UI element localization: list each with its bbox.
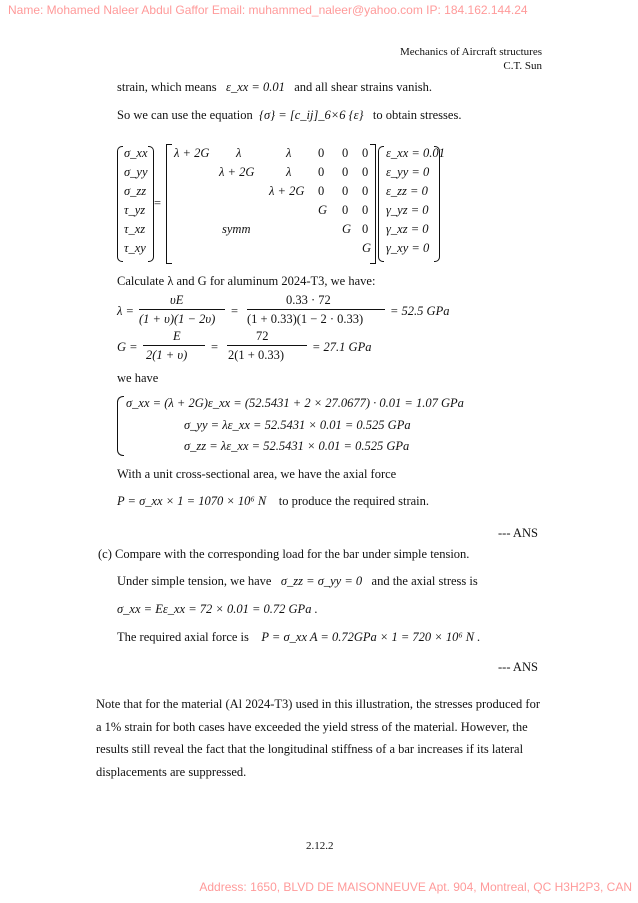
lambda-num1: υE bbox=[170, 293, 184, 307]
matrix-cell: G bbox=[342, 222, 352, 236]
matrix-cell: λ bbox=[286, 165, 292, 179]
we-have-label: we have bbox=[117, 371, 159, 385]
strain-line-pre: strain, which means bbox=[117, 80, 217, 94]
lhs-entry: τ_xy bbox=[124, 241, 146, 255]
lambda-result: = 52.5 GPa bbox=[390, 304, 450, 318]
g-eq-sign: = bbox=[211, 340, 219, 354]
watermark-top: Name: Mohamed Naleer Abdul Gaffor Email: muhammed_naleer@yahoo.com IP: 184.162.144.24 bbox=[8, 3, 528, 17]
lhs-entry: σ_zz bbox=[124, 184, 147, 198]
axial-intro: With a unit cross-sectional area, we have the axial force bbox=[117, 467, 397, 481]
g-den1: 2(1 + υ) bbox=[146, 348, 188, 362]
matrix-cell: symm bbox=[222, 222, 251, 236]
matrix-cell: 0 bbox=[362, 165, 369, 179]
axial-stress-eq: σ_xx = Eε_xx = 72 × 0.01 = 0.72 GPa . bbox=[117, 602, 318, 616]
rhs-entry: ε_xx = 0.01 bbox=[386, 146, 445, 160]
simple-tension-post: and the axial stress is bbox=[371, 574, 478, 588]
lambda-num2: 0.33 · 72 bbox=[286, 293, 331, 307]
g-den2: 2(1 + 0.33) bbox=[228, 348, 284, 362]
matrix-cell: 0 bbox=[342, 165, 349, 179]
g-fraction-line-1 bbox=[143, 345, 205, 346]
equals-sign: = bbox=[154, 196, 162, 210]
lhs-left-brace bbox=[117, 146, 123, 262]
header-author: C.T. Sun bbox=[503, 60, 542, 72]
equation-line-post: to obtain stresses. bbox=[372, 108, 462, 122]
lambda-lhs: λ = bbox=[117, 304, 134, 318]
g-result: = 27.1 GPa bbox=[312, 340, 372, 354]
simple-tension-pre: Under simple tension, we have bbox=[117, 574, 272, 588]
lhs-entry: τ_yz bbox=[124, 203, 146, 217]
rhs-entry: γ_xz = 0 bbox=[386, 222, 429, 236]
matrix-cell: 0 bbox=[318, 165, 325, 179]
rhs-entry: γ_xy = 0 bbox=[386, 241, 430, 255]
required-force-pre: The required axial force is bbox=[117, 630, 249, 644]
lambda-fraction-line-1 bbox=[139, 309, 225, 310]
stress-eq-zz: σ_zz = λε_xx = 52.5431 × 0.01 = 0.525 GPa bbox=[184, 439, 410, 453]
lhs-entry: τ_xz bbox=[124, 222, 146, 236]
lambda-eq-sign: = bbox=[231, 304, 239, 318]
rhs-entry: ε_zz = 0 bbox=[386, 184, 428, 198]
strain-line-post: and all shear strains vanish. bbox=[294, 80, 433, 94]
matrix-cell: 0 bbox=[342, 184, 349, 198]
axial-force-eq: P = σ_xx × 1 = 1070 × 10⁶ N bbox=[117, 494, 267, 508]
equation-line-eq: {σ} = [c_ij]_6×6 {ε} bbox=[258, 108, 364, 122]
strain-line-eq: ε_xx = 0.01 bbox=[226, 80, 285, 94]
matrix-cell: λ + 2G bbox=[174, 146, 210, 160]
lambda-den1: (1 + υ)(1 − 2υ) bbox=[139, 312, 216, 326]
matrix-cell: λ bbox=[236, 146, 242, 160]
header-book-title: Mechanics of Aircraft structures bbox=[399, 46, 542, 58]
answer-marker-2: --- ANS bbox=[498, 660, 538, 674]
stress-eq-yy: σ_yy = λε_xx = 52.5431 × 0.01 = 0.525 GPa bbox=[184, 418, 411, 432]
matrix-cell: 0 bbox=[318, 184, 325, 198]
watermark-bottom: Address: 1650, BLVD DE MAISONNEUVE Apt. 904, Montreal, QC H3H2P3, CAN bbox=[199, 880, 632, 894]
stress-eq-xx: σ_xx = (λ + 2G)ε_xx = (52.5431 + 2 × 27.0677) · 0.01 = 1.07 GPa bbox=[126, 396, 464, 410]
matrix-cell: G bbox=[362, 241, 372, 255]
rhs-left-brace bbox=[378, 146, 384, 262]
axial-force-line bbox=[117, 494, 429, 509]
required-force-eq: P = σ_xx A = 0.72GPa × 1 = 720 × 10⁶ N . bbox=[261, 630, 481, 644]
matrix-cell: 0 bbox=[362, 203, 369, 217]
part-c-heading: (c) Compare with the corresponding load for the bar under simple tension. bbox=[98, 547, 470, 561]
simple-tension-line bbox=[117, 574, 478, 589]
matrix-cell: 0 bbox=[362, 184, 369, 198]
matrix-left-bracket bbox=[166, 144, 172, 264]
rhs-entry: ε_yy = 0 bbox=[386, 165, 430, 179]
rhs-right-brace bbox=[434, 146, 440, 262]
matrix-cell: λ + 2G bbox=[219, 165, 255, 179]
matrix-cell: G bbox=[318, 203, 328, 217]
g-num2: 72 bbox=[256, 329, 269, 343]
matrix-cell: 0 bbox=[362, 222, 369, 236]
g-num1: E bbox=[173, 329, 181, 343]
calculate-line: Calculate λ and G for aluminum 2024-T3, we have: bbox=[117, 274, 376, 288]
note-paragraph: Note that for the material (Al 2024-T3) used in this illustration, the stresses produced for a 1% strain for both cases have exceeded the yield stress of the material. However, the results still reveal the fact that the longitudinal stiffness of a bar increases if its lateral displacements are suppressed. bbox=[96, 697, 540, 779]
lambda-den2: (1 + 0.33)(1 − 2 · 0.33) bbox=[247, 312, 364, 326]
matrix-cell: 0 bbox=[342, 203, 349, 217]
lhs-entry: σ_xx bbox=[124, 146, 148, 160]
simple-tension-eq: σ_zz = σ_yy = 0 bbox=[280, 574, 363, 588]
strain-line bbox=[117, 80, 432, 95]
axial-force-post: to produce the required strain. bbox=[278, 494, 430, 508]
lhs-entry: σ_yy bbox=[124, 165, 148, 179]
page-number: 2.12.2 bbox=[306, 840, 334, 852]
g-fraction-line-2 bbox=[227, 345, 307, 346]
stress-brace bbox=[117, 396, 124, 456]
matrix-cell: 0 bbox=[318, 146, 325, 160]
matrix-cell: 0 bbox=[362, 146, 369, 160]
answer-marker-1: --- ANS bbox=[498, 526, 538, 540]
matrix-cell: λ bbox=[286, 146, 292, 160]
lambda-fraction-line-2 bbox=[247, 309, 385, 310]
matrix-cell: 0 bbox=[342, 146, 349, 160]
equation-line bbox=[117, 108, 461, 123]
g-lhs: G = bbox=[117, 340, 138, 354]
matrix-cell: λ + 2G bbox=[269, 184, 305, 198]
rhs-entry: γ_yz = 0 bbox=[386, 203, 429, 217]
equation-line-pre: So we can use the equation bbox=[117, 108, 253, 122]
required-force-line bbox=[117, 630, 480, 645]
